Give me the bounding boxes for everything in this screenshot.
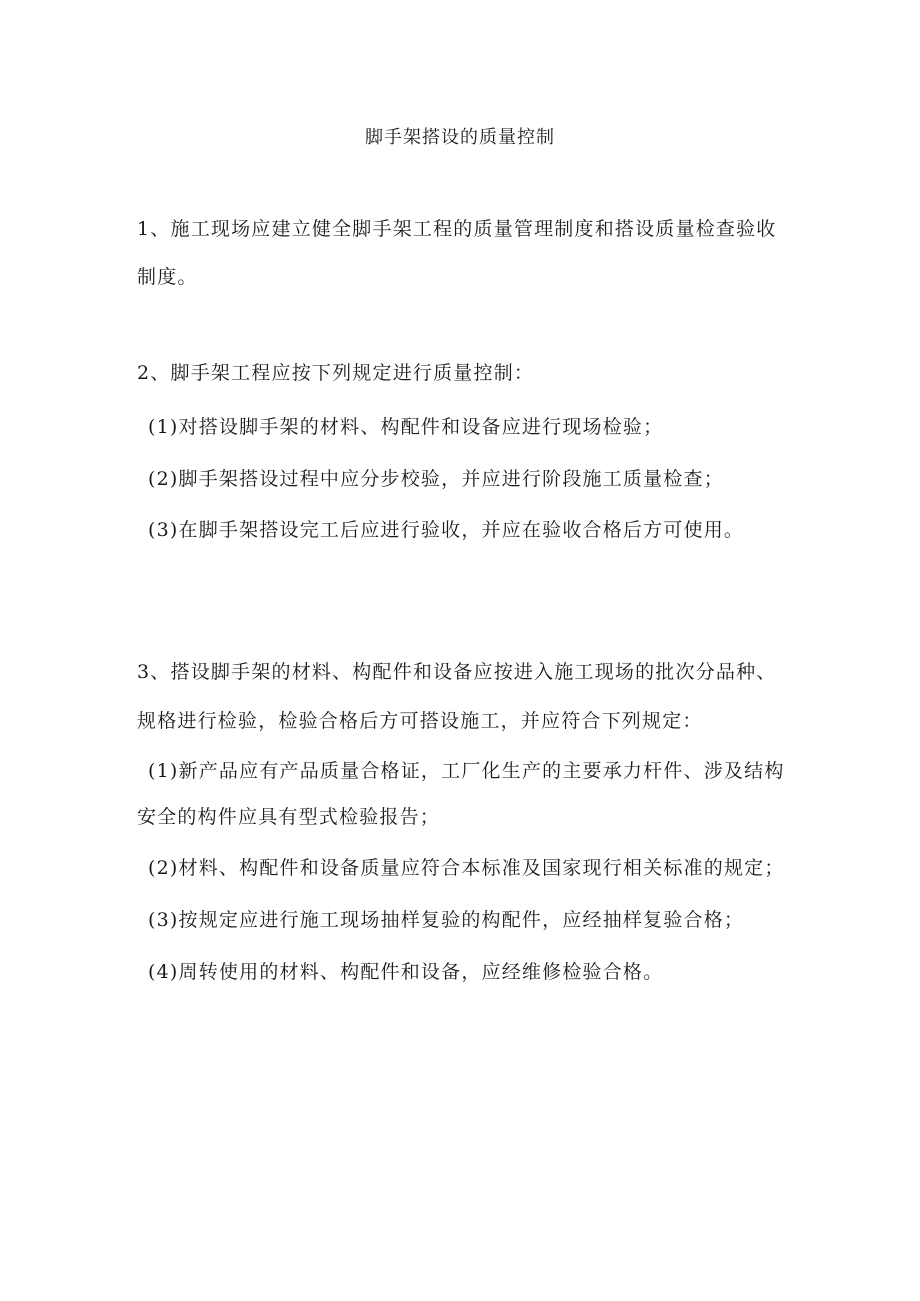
section1-line2: 制度。 bbox=[137, 266, 198, 288]
section3-item1-line2: 安全的构件应具有型式检验报告； bbox=[137, 806, 441, 828]
page-title: 脚手架搭设的质量控制 bbox=[365, 127, 555, 148]
section3-item-3: (3)按规定应进行施工现场抽样复验的构配件，应经抽样复验合格； bbox=[148, 909, 745, 931]
section2-item-3: (3)在脚手架搭设完工后应进行验收，并应在验收合格后方可使用。 bbox=[148, 519, 745, 541]
section3-item1-line1: (1)新产品应有产品质量合格证，工厂化生产的主要承力杆件、涉及结构 bbox=[148, 760, 785, 782]
section3-item-4: (4)周转使用的材料、构配件和设备，应经维修检验合格。 bbox=[148, 961, 664, 983]
section3-line2: 规格进行检验，检验合格后方可搭设施工，并应符合下列规定： bbox=[137, 710, 703, 732]
section3-item-2: (2)材料、构配件和设备质量应符合本标准及国家现行相关标准的规定； bbox=[148, 857, 785, 879]
section2-item-1: (1)对搭设脚手架的材料、构配件和设备应进行现场检验； bbox=[148, 416, 664, 438]
section2-heading: 2、脚手架工程应按下列规定进行质量控制： bbox=[137, 362, 535, 384]
section2-item-2: (2)脚手架搭设过程中应分步校验，并应进行阶段施工质量检查； bbox=[148, 468, 724, 490]
section3-line1: 3、搭设脚手架的材料、构配件和设备应按进入施工现场的批次分品种、 bbox=[137, 661, 777, 683]
section1-line1: 1、施工现场应建立健全脚手架工程的质量管理制度和搭设质量检查验收 bbox=[137, 218, 777, 240]
